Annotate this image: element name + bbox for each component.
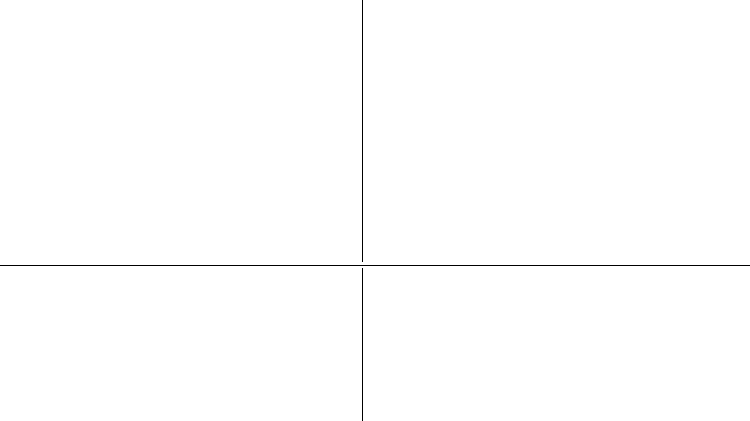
divider-top xyxy=(362,0,363,262)
bottom-groups xyxy=(0,268,750,421)
horizontal-divider xyxy=(0,265,750,266)
